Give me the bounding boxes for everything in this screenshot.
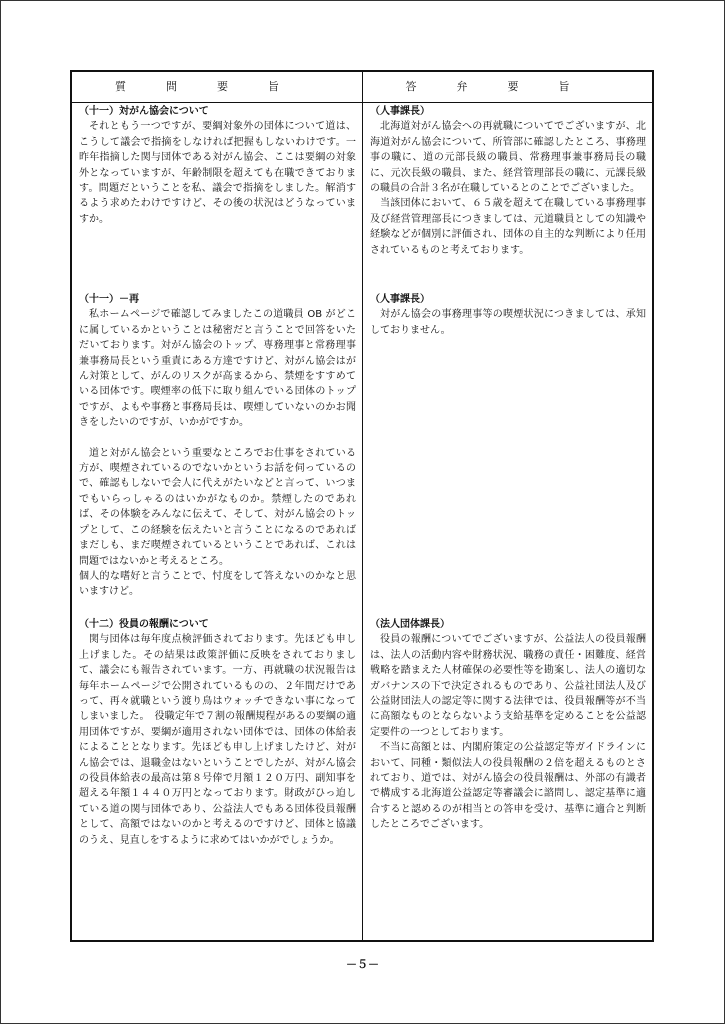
answer-heading: （法人団体課長）: [370, 619, 450, 630]
question-paragraph: 関与団体は毎年度点検評価されております。先ほども申し上げました。その結果は政策評価に反映をされておりまして、議会にも報告されています。一方、再就職の状況報告は毎年ホームページで公開されているものの、２年間だけであって、再々就職という渡り鳥はウォッチできない事になってしまいました。 役職定年で７割の報酬規程があるの要綱の適用団体ですが、要綱が適用されない団体では、団体の体給表によることとなります。先ほども申し上げましたけど、対がん協会では、退職金はないということでしたが、対がん協会の役員体給表の最高は第８号俸で月額１２０万円、副知事を超える年額１４４０万円となっております。財政がひっ迫している道の関与団体であり、公益法人でもある団体役員報酬として、高額ではないのかと考えるのですけど、団体と協議のうえ、見直しをするように求めてはいかがでしょうか。: [79, 634, 356, 846]
page-number: －５－: [346, 958, 379, 971]
question-heading: （十二）役員の報酬について: [79, 619, 209, 630]
question-cell-1: [72, 104, 362, 289]
question-cell-2: [72, 292, 362, 612]
answer-cell-3: [363, 617, 652, 937]
answer-paragraph: 当該団体において、６５歳を超えて在職している事務理事及び経営管理部長につきましては、元道職員としての知識や経験などが個別に評価され、団体の自主的な判断により任用されているものと考えております。: [370, 198, 646, 256]
table-header: [72, 72, 652, 103]
question-paragraph: それともう一つですが、要綱対象外の団体について道は、こうして議会で指摘をしなければ把握もしないわけです。一昨年指摘した関与団体である対がん協会、ここは要綱の対象外となっていますが、年齢制限を超えても在職できております。問題だということを私、議会で指摘をしました。解消するよう求めたわけですけど、その後の状況はどうなっていますか。: [79, 121, 356, 225]
answer-cell-1: [363, 104, 652, 289]
qa-table: [70, 70, 654, 942]
answer-heading: （人事課長）: [370, 106, 430, 117]
header-answer-summary: 答弁要旨: [405, 80, 610, 93]
question-heading: （十一）－再: [79, 294, 139, 305]
answer-paragraph: 不当に高額とは、内閣府策定の公益認定等ガイドラインにおいて、同種・類似法人の役員報酬の２倍を超えるものとされており、道では、対がん協会の役員報酬は、外部の有識者で構成する北海道公益認定等審議会に諮問し、認定基準に適合すると認めるのが相当との答申を受け、基準に適合と判断したところでございます。: [370, 742, 646, 831]
answer-paragraph: 北海道対がん協会への再就職についてでございますが、北海道対がん協会について、所管部に確認したところ、事務理事の職に、道の元部長級の職員、常務理事兼事務局長の職に、元次長級の職員、また、経営管理部長の職に、元課長級の職員の合計３名が在職しているとのことでございました。: [370, 121, 646, 195]
answer-cell-2: [363, 292, 652, 612]
question-cell-3: [72, 617, 362, 937]
question-paragraph: 個人的な嗜好と言うことで、忖度をして答えないのかなと思いますけど。: [79, 570, 356, 598]
answer-heading: （人事課長）: [370, 294, 430, 305]
question-heading: （十一）対がん協会について: [79, 106, 209, 117]
answer-paragraph: 対がん協会の事務理事等の喫煙状況につきましては、承知しておりません。: [370, 309, 646, 336]
answer-paragraph: 役員の報酬についてでございますが、公益法人の役員報酬は、法人の活動内容や財務状況、職務の責任・困難度、経営戦略を踏まえた人材確保の必要性等を勘案し、法人の適切なガバナンスの下で決定されるものであり、公益社団法人及び公益財団法人の認定等に関する法律では、役員報酬等が不当に高額なものとならないよう支給基準を定めることを公益認定要件の一つとしております。: [370, 634, 646, 738]
question-paragraph: 私ホームページで確認してみましたこの道職員 OB がどこに属しているかということは秘密だと言うことで回答をいただいております。対がん協会のトップ、専務理事と常務理事兼事務局長という重責にある方達ですけど、対がん協会はがん対策として、がんのリスクが高まるから、禁煙をすすめている団体です。喫煙率の低下に取り組んでいる団体のトップですが、よもや事務と事務局長は、喫煙していないのかお聞きをしたいのですが、いかがですか。: [79, 309, 356, 429]
header-question-summary: 質問要旨: [115, 80, 319, 93]
question-paragraph: 道と対がん協会という重要なところでお仕事をされている方が、喫煙されているのでないかというお話を伺っているので、確認もしないで会人に代えがたいなどと言って、いつまでもいらっしゃるのはいかがなものか。禁煙したのであれば、その体験をみんなに伝えて、そして、対がん協会のトップとして、この経験を伝えたいと言うことになるのであればまだしも、まだ喫煙されているということであれば、これは問題ではないかと考えるところ。: [79, 447, 356, 567]
